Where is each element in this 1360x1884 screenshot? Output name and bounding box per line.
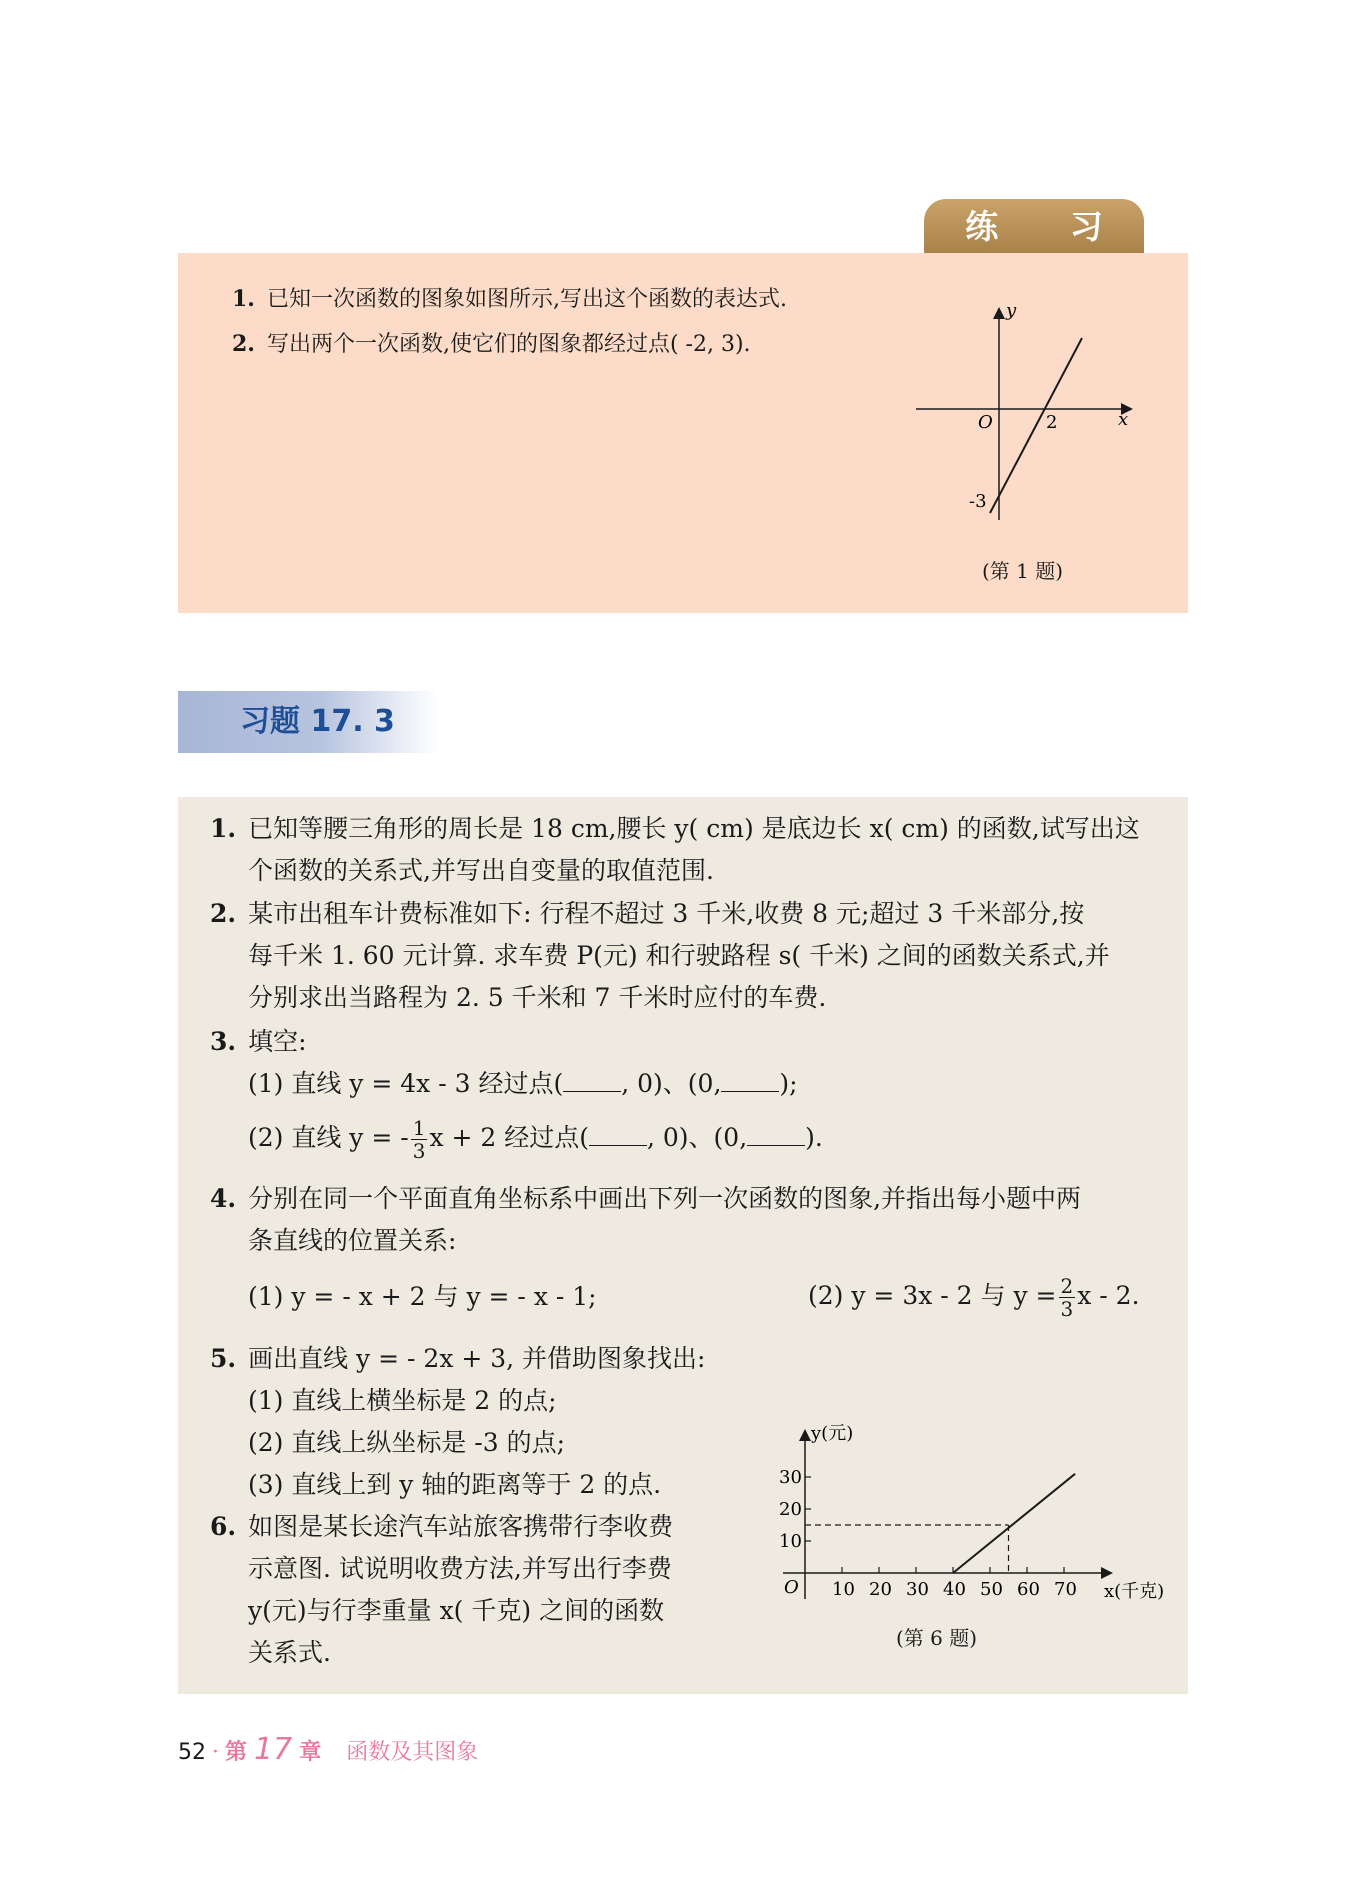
x-tick-label: 10 bbox=[832, 1579, 855, 1600]
practice-item-1: 1. 已知一次函数的图象如图所示,写出这个函数的表达式. bbox=[232, 286, 787, 312]
chapter-prefix: 第 bbox=[225, 1740, 248, 1765]
figure-1-graph bbox=[908, 298, 1138, 528]
answer-blank[interactable] bbox=[563, 1067, 621, 1092]
page-footer bbox=[178, 1733, 478, 1770]
exercise-6-line-3: y(元)与行李重量 x( 千克) 之间的函数 bbox=[248, 1596, 665, 1625]
practice-tab: 练 习 bbox=[924, 199, 1144, 253]
chapter-number: 17 bbox=[254, 1732, 293, 1767]
x-tick-label: 60 bbox=[1017, 1579, 1040, 1600]
y-intercept-label: -3 bbox=[969, 491, 987, 512]
exercise-5-part-1: (1) 直线上横坐标是 2 的点; bbox=[248, 1386, 557, 1415]
exercise-4-part-2: (2) y = 3x - 2 与 y = $\frac{2}{3}$ x - 2. bbox=[808, 1274, 1140, 1321]
figure-1-caption: (第 1 题) bbox=[982, 559, 1064, 583]
figure-6-graph bbox=[738, 1407, 1178, 1617]
practice-box bbox=[178, 253, 1188, 613]
practice-item-2: 2. 写出两个一次函数,使它们的图象都经过点( -2, 3). bbox=[232, 331, 751, 357]
figure-6-caption: (第 6 题) bbox=[896, 1626, 978, 1650]
exercise-1-line-2: 个函数的关系式,并写出自变量的取值范围. bbox=[248, 856, 714, 885]
answer-blank[interactable] bbox=[589, 1121, 647, 1146]
x-tick-label: 40 bbox=[943, 1579, 966, 1600]
answer-blank[interactable] bbox=[747, 1121, 805, 1146]
x-axis-label: x bbox=[1118, 409, 1129, 430]
exercise-5: 5. 画出直线 y = - 2x + 3, 并借助图象找出: bbox=[210, 1344, 706, 1373]
exercise-6: 6. 如图是某长途汽车站旅客携带行李收费 bbox=[210, 1512, 674, 1541]
y-tick-label: 10 bbox=[779, 1531, 802, 1552]
x-axis-label: x(千克) bbox=[1104, 1581, 1165, 1602]
exercise-4-part-1: (1) y = - x + 2 与 y = - x - 1; bbox=[248, 1282, 597, 1311]
chapter-title: 函数及其图象 bbox=[346, 1740, 479, 1765]
chapter-suffix: 章 bbox=[299, 1740, 322, 1765]
function-line bbox=[990, 338, 1082, 513]
exercise-box bbox=[178, 797, 1188, 1694]
exercise-5-part-3: (3) 直线上到 y 轴的距离等于 2 的点. bbox=[248, 1470, 662, 1499]
exercise-3: 3. 填空: bbox=[210, 1027, 307, 1056]
exercise-6-line-4: 关系式. bbox=[248, 1638, 331, 1667]
y-axis-label: y bbox=[1006, 300, 1017, 321]
x-tick-label: 50 bbox=[980, 1579, 1003, 1600]
exercise-4: 4. 分别在同一个平面直角坐标系中画出下列一次函数的图象,并指出每小题中两 bbox=[210, 1184, 1082, 1213]
origin-label: O bbox=[784, 1577, 799, 1598]
x-tick-label: 20 bbox=[869, 1579, 892, 1600]
x-tick-label: 30 bbox=[906, 1579, 929, 1600]
section-title: 习题 17. 3 bbox=[240, 704, 395, 739]
y-tick-label: 30 bbox=[779, 1467, 802, 1488]
exercise-3-part-1: (1) 直线 y = 4x - 3 经过点( , 0)、(0, ); bbox=[248, 1069, 798, 1098]
answer-blank[interactable] bbox=[721, 1067, 779, 1092]
exercise-1: 1. 已知等腰三角形的周长是 18 cm,腰长 y( cm) 是底边长 x( cm) 的函数,试写出这 bbox=[210, 814, 1140, 843]
fee-line bbox=[953, 1474, 1075, 1573]
y-axis-label: y(元) bbox=[811, 1423, 854, 1444]
fraction: $\frac{2}{3}$ bbox=[1060, 1274, 1074, 1321]
y-tick-label: 20 bbox=[779, 1499, 802, 1520]
page-number: 52 bbox=[178, 1740, 206, 1765]
x-tick-label: 70 bbox=[1054, 1579, 1077, 1600]
origin-label: O bbox=[978, 412, 993, 433]
exercise-2: 2. 某市出租车计费标准如下: 行程不超过 3 千米,收费 8 元;超过 3 千米部分,按 bbox=[210, 899, 1085, 928]
exercise-4-line-2: 条直线的位置关系: bbox=[248, 1226, 457, 1255]
x-intercept-label: 2 bbox=[1046, 412, 1058, 433]
fraction: $\frac{1}{3}$ bbox=[412, 1116, 426, 1163]
separator-dot: · bbox=[212, 1740, 219, 1765]
exercise-2-line-3: 分别求出当路程为 2. 5 千米和 7 千米时应付的车费. bbox=[248, 983, 827, 1012]
exercise-5-part-2: (2) 直线上纵坐标是 -3 的点; bbox=[248, 1428, 566, 1457]
exercise-6-line-2: 示意图. 试说明收费方法,并写出行李费 bbox=[248, 1554, 672, 1583]
exercise-3-part-2: (2) 直线 y = - $\frac{1}{3}$ x + 2 经过点( , 0)、(0, ). bbox=[248, 1116, 823, 1163]
exercise-2-line-2: 每千米 1. 60 元计算. 求车费 P(元) 和行驶路程 s( 千米) 之间的函数关系式,并 bbox=[248, 941, 1110, 970]
